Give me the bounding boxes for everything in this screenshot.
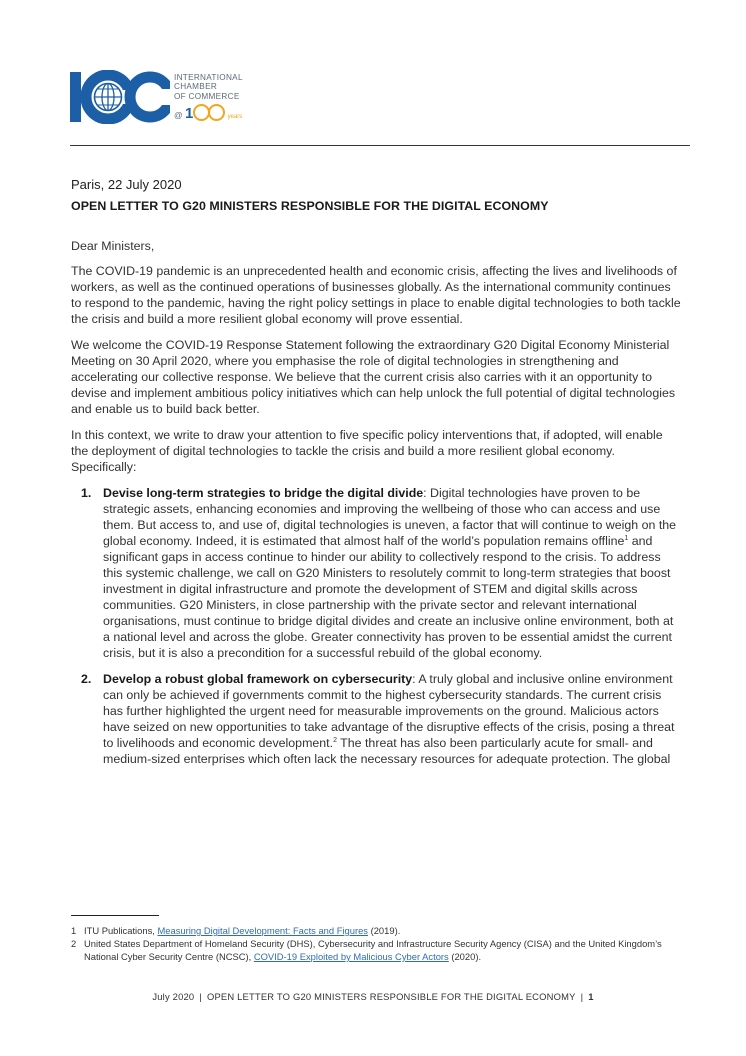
item-lead: Devise long-term strategies to bridge the digital divide — [103, 486, 424, 500]
greeting: Dear Ministers, — [71, 239, 155, 253]
at-symbol: @ — [174, 110, 183, 120]
paragraph: The COVID-19 pandemic is an unprecedented health and economic crisis, affecting the lives and livelihoods of workers, as well as the continued operations of businesses globally. As the international community continues to respond to the pandemic, having the right policy settings in place to enable digital technologies to both tackle the crisis and build a more resilient global economy will prove essential. — [71, 264, 681, 326]
anniversary-number: 1 — [185, 105, 193, 122]
item-text: The threat has also been particularly acute for small- and medium-sized enterprises which often lack the necessary resources for adequate protection. The global — [103, 736, 671, 766]
footnote-divider — [71, 915, 159, 916]
footnotes — [71, 924, 691, 963]
footer-date: July 2020 — [152, 991, 195, 1002]
policy-item — [71, 671, 681, 767]
paragraph: In this context, we write to draw your attention to five specific policy interventions that, if adopted, will enable the deployment of digital technologies to tackle the crisis and build a more resilient global economy. Specifically: — [71, 428, 663, 474]
footnote-ref[interactable]: 2 — [333, 737, 337, 744]
item-number: 2. — [81, 672, 92, 686]
footer-separator: | — [580, 991, 584, 1002]
letter-body — [71, 238, 681, 777]
item-text: and significant gaps in access continue to hinder our ability to collectively respond to the crisis. To address this systemic challenge, we call on G20 Ministers to resolutely commit to long-term strategies that boost investment in digital infrastructure and promote the development of STEM and digital skills across communities. G20 Ministers, in close partnership with the private sector and relevant international organisations, must continue to bridge digital divides and create an inclusive online environment, both at a national level and across the globe. Greater connectivity has proven to be essential amidst the current crisis, but it is also a precondition for a successful rebuild of the global economy. — [103, 534, 674, 660]
item-text: : A truly global and inclusive online environment can only be achieved if governments commit to the highest cybersecurity standards. The current crisis has further highlighted the urgent need for measurable improvements on the ground. Malicious actors have seized on new opportunities to take advantage of the disruptive effects of the crisis, posing a threat to livelihoods and economic development. — [103, 672, 675, 750]
footnote-text: (2020). — [448, 951, 482, 962]
paragraph: We welcome the COVID-19 Response Statement following the extraordinary G20 Digital Economy Ministerial Meeting on 30 April 2020, where you emphasise the role of digital technologies in strengthening and accelerating our collective response. We believe that the current crisis also carries with it an opportunity to devise and implement ambitious policy initiatives which can help unlock the full potential of digital technologies and enable us to build back better. — [71, 338, 676, 416]
footer-separator: | — [199, 991, 202, 1002]
logo-line: OF COMMERCE — [174, 91, 240, 101]
letter-date: Paris, 22 July 2020 — [71, 177, 182, 192]
footnote-ref[interactable]: 1 — [624, 535, 629, 542]
footnote-text: ITU Publications, — [84, 925, 158, 936]
letter-title: OPEN LETTER TO G20 MINISTERS RESPONSIBLE FOR THE DIGITAL ECONOMY — [71, 199, 549, 213]
footnote — [71, 937, 691, 963]
item-text: : Digital technologies have proven to be strategic assets, enhancing economies and improving the wellbeing of those who can access and use them. But access to, and use of, digital technologies is uneven, a factor that will continue to weigh on the global economy. Indeed, it is estimated that almost half of the world’s population remains offline — [103, 486, 677, 548]
item-number: 1. — [81, 486, 92, 500]
footnote — [71, 924, 691, 937]
footnote-link[interactable]: Measuring Digital Development: Facts and Figures — [157, 925, 368, 936]
anniversary-badge — [174, 104, 242, 122]
footnote-link[interactable]: COVID-19 Exploited by Malicious Cyber Actors — [253, 951, 449, 962]
logo-line: INTERNATIONAL — [174, 73, 243, 82]
logo-line: CHAMBER — [174, 82, 218, 92]
policy-list — [71, 485, 681, 767]
page-number: 1 — [588, 991, 594, 1002]
footer-title: OPEN LETTER TO G20 MINISTERS RESPONSIBLE FOR THE DIGITAL ECONOMY — [206, 991, 576, 1002]
icc-logo-mark — [70, 70, 170, 124]
icc-logo — [70, 70, 270, 124]
footnote-text: United States Department of Homeland Security (DHS), Cybersecurity and Infrastructure Security Agency (CISA) and the United Kingdom’s National Cyber Security Centre (NCSC), — [84, 938, 662, 962]
footnote-number: 2 — [71, 938, 77, 949]
footnote-text: (2019). — [367, 925, 401, 936]
policy-item — [71, 485, 681, 661]
header-divider — [70, 145, 690, 146]
page-footer — [0, 991, 746, 1002]
ring-icon — [208, 104, 225, 121]
logo-wordmark — [174, 73, 243, 101]
footnote-number: 1 — [71, 925, 77, 936]
years-label: years — [227, 114, 243, 120]
item-lead: Develop a robust global framework on cybersecurity — [103, 672, 413, 686]
